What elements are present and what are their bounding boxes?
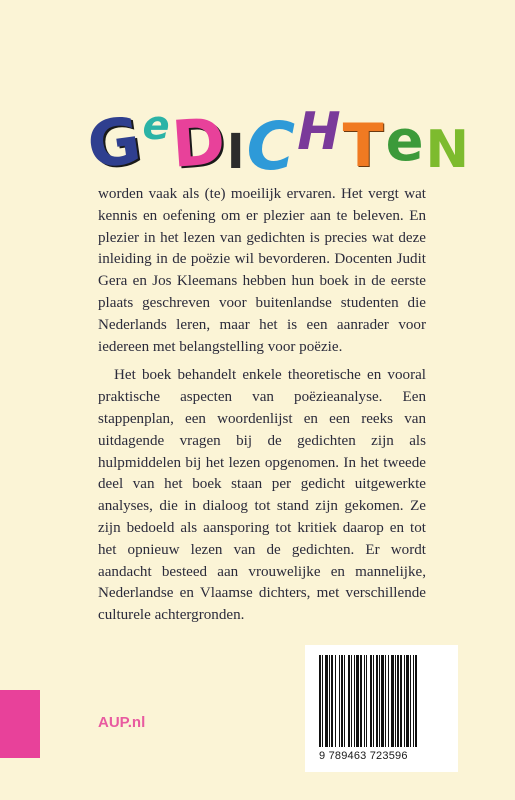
blurb-paragraph-1: worden vaak als (te) moeilijk ervaren. Het vergt wat kennis en oefening om er plezier aan te beleven. En plezier in het lezen van gedichten is precies wat deze inleiding in de poëzie wil bevorderen. Docenten Judit Gera en Jos Kleemans hebben hun boek in de eerste plaats geschreven voor buitenlandse studenten die Nederlands leren, maar het is een aanrader voor iedereen met belangstelling voor poëzie. xyxy=(98,186,426,355)
title-letter: e xyxy=(142,103,170,149)
title-letter: I xyxy=(226,124,245,180)
blurb-paragraph-2: Het boek behandelt enkele theoretische en vooral praktische aspecten van poëzieanalyse. Een stappenplan, een woordenlijst en een reeks van uitdagende vragen bij de gedichten zijn als hulpmiddelen bij het lezen opgenomen. In het tweede deel van het boek staan per gedicht uitgewerkte analyses, die in dialoog tot stand zijn gekomen. Ze zijn bedoeld als aansporing tot kritiek daarop en tot het opnieuw lezen van de gedichten. Er wordt aandacht besteed aan vrouwelijke en mannelijke, Nederlandse en Vlaamse dichters, met verschillende culturele achtergronden. xyxy=(98,367,426,624)
title-letter: N xyxy=(425,120,470,180)
blurb-text xyxy=(98,184,426,627)
title-letter: D xyxy=(169,105,228,183)
title-letter: H xyxy=(297,102,341,162)
title-letter: G xyxy=(83,103,146,185)
isbn-number: 9 789463 723596 xyxy=(319,750,408,762)
barcode-bars xyxy=(317,655,447,747)
title-letter: T xyxy=(342,111,384,181)
isbn-barcode xyxy=(305,645,458,772)
title-letter: e xyxy=(385,109,424,174)
pink-tab-mark xyxy=(0,690,40,758)
title-letter: C xyxy=(246,108,296,185)
title-gedichten xyxy=(83,76,470,185)
publisher-url[interactable]: AUP.nl xyxy=(98,714,146,731)
